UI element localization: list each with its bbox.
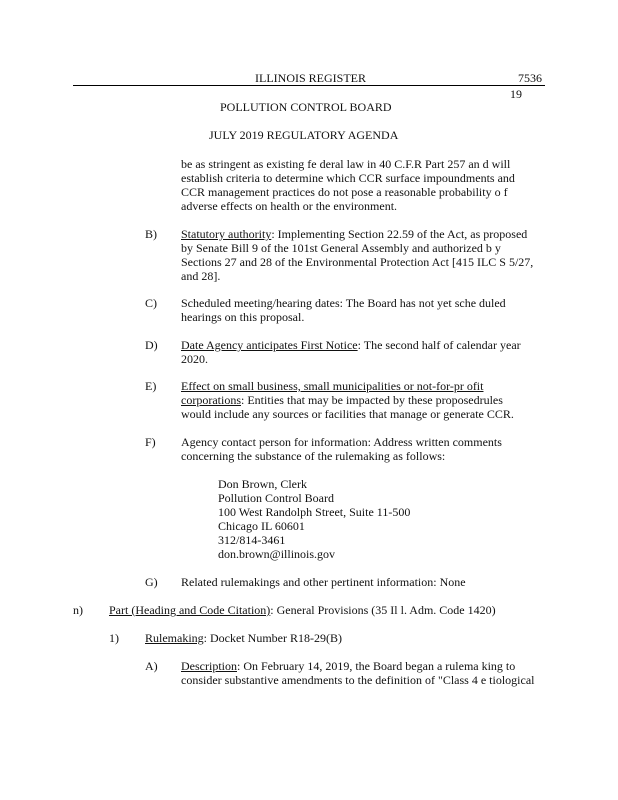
part-n-body: : General Provisions (35 Il l. Adm. Code 1420) (270, 603, 496, 617)
item-d-heading: Date Agency anticipates First Notice (181, 338, 358, 352)
item-g-marker: G) (145, 575, 158, 589)
item-e-heading-line2: corporations (181, 393, 241, 407)
header-rule (73, 85, 545, 86)
intro-paragraph: be as stringent as existing fe deral law in 40 C.F.R Part 257 an d will establish criteria to determine which CCR surface impoundments and CCR management practices do not pose a reasonable probability o f adverse effects on health or the environment. (181, 157, 515, 213)
contact-city: Chicago IL 60601 (218, 519, 305, 533)
item-f-marker: F) (145, 435, 156, 449)
item-c-text: Scheduled meeting/hearing dates: The Board has not yet sche duled hearings on this proposal. (181, 296, 506, 324)
item-b-body: : Implementing Section 22.59 of the Act, as proposed by Senate Bill 9 of the 101st General Assembly and authorized b y Sections 27 and 28 of the Environmental Protection Act [415 ILC S 5/27, and 28]. (181, 227, 534, 283)
part-n-heading: Part (Heading and Code Citation) (109, 603, 271, 617)
item-e-heading-line1: Effect on small business, small municipalities or not-for-pr ofit (181, 379, 484, 393)
item-d-marker: D) (145, 338, 158, 352)
contact-street: 100 West Randolph Street, Suite 11-500 (218, 505, 411, 519)
item-b-marker: B) (145, 227, 157, 241)
description-text (181, 659, 535, 687)
item-e-marker: E) (145, 379, 157, 393)
item-b-heading: Statutory authority (181, 227, 272, 241)
item-c-marker: C) (145, 296, 157, 310)
item-g-text: Related rulemakings and other pertinent information: None (181, 575, 466, 589)
item-e-text (181, 393, 514, 421)
item-d-text (181, 338, 521, 366)
rulemaking-marker: 1) (109, 631, 119, 645)
part-n-marker: n) (73, 603, 83, 617)
board-name: POLLUTION CONTROL BOARD (220, 100, 392, 114)
rulemaking-body: : Docket Number R18-29(B) (203, 631, 342, 645)
description-body: : On February 14, 2019, the Board began a rulema king to consider substantive amendments to the definition of "Class 4 e tiological (181, 659, 535, 687)
item-f-text: Agency contact person for information: Address written comments concerning the substance of the rulemaking as follows: (181, 435, 502, 463)
register-title: ILLINOIS REGISTER (255, 71, 366, 85)
rulemaking-text (145, 631, 342, 645)
page-number: 7536 (518, 71, 542, 85)
description-heading: Description (181, 659, 237, 673)
issue-number: 19 (510, 87, 522, 101)
contact-org: Pollution Control Board (218, 491, 335, 505)
item-e-body: : Entities that may be impacted by these proposedrules would include any sources or facilities that manage or generate CCR. (181, 393, 514, 421)
item-b-text (181, 227, 533, 283)
part-n-text (109, 603, 496, 617)
description-marker: A) (145, 659, 158, 673)
item-d-body: : The second half of calendar year 2020. (181, 338, 521, 366)
contact-phone: 312/814-3461 (218, 533, 286, 547)
contact-email: don.brown@illinois.gov (218, 547, 336, 561)
rulemaking-heading: Rulemaking (145, 631, 204, 645)
contact-name: Don Brown, Clerk (218, 477, 307, 491)
agenda-title: JULY 2019 REGULATORY AGENDA (209, 128, 399, 142)
